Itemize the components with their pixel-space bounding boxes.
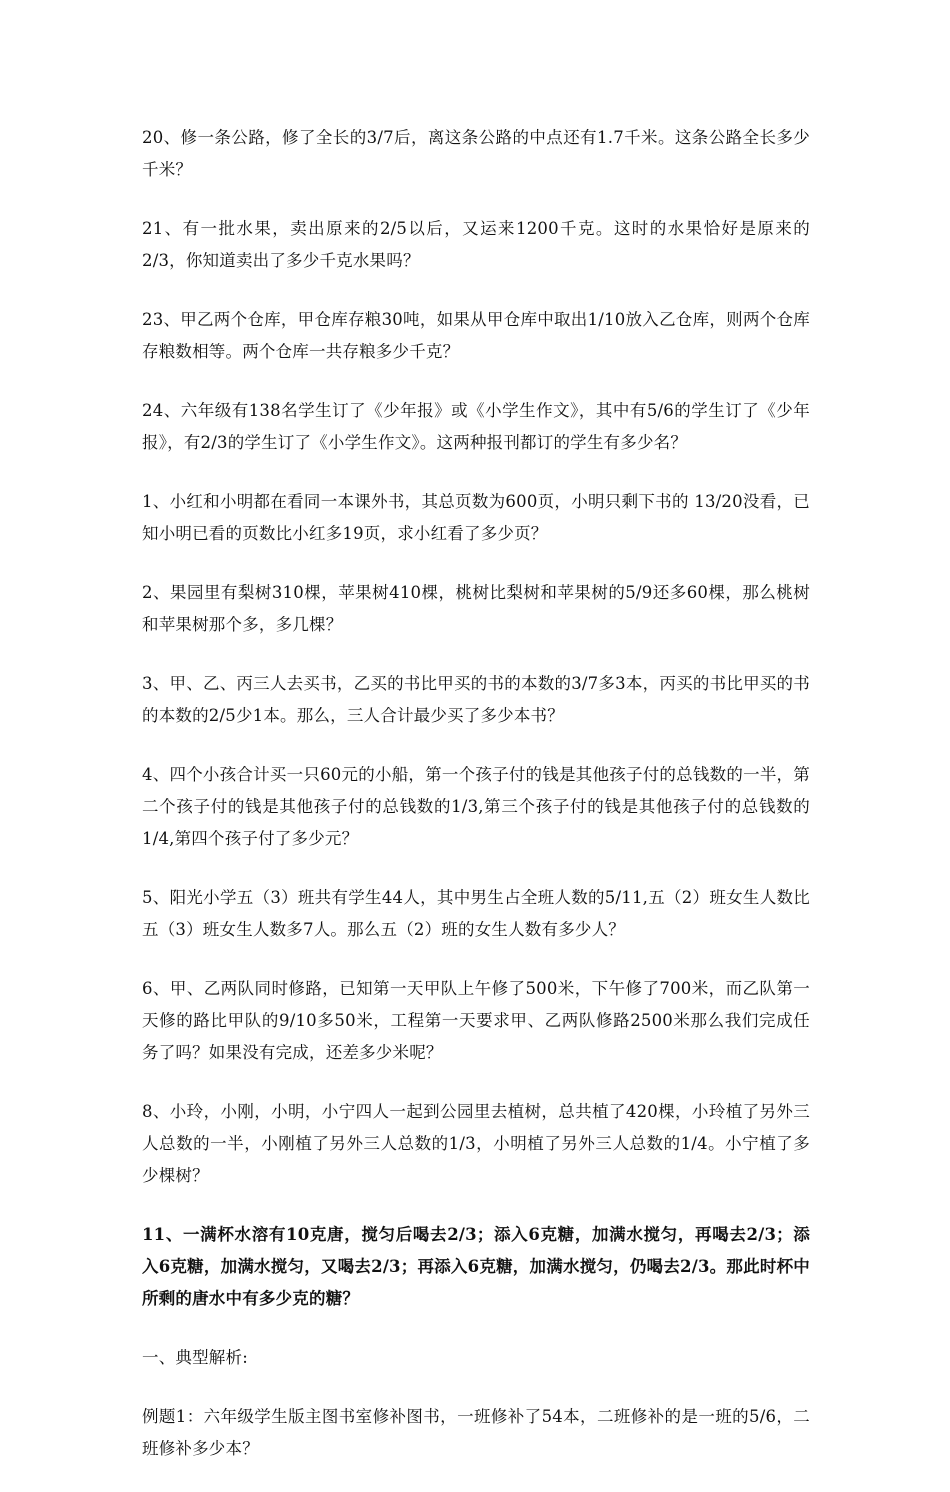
example-1: 例题1：六年级学生版主图书室修补图书，一班修补了54本，二班修补的是一班的5/6，二班修补多少本？ [142,1407,810,1458]
problem-23: 23、甲乙两个仓库，甲仓库存粮30吨，如果从甲仓库中取出1/10放入乙仓库，则两个仓库存粮数相等。两个仓库一共存粮多少千克？ [142,310,810,361]
problem-24: 24、六年级有138名学生订了《少年报》或《小学生作文》，其中有5/6的学生订了《少年报》，有2/3的学生订了《小学生作文》。这两种报刊都订的学生有多少名？ [142,401,810,452]
problem-2: 2、果园里有梨树310棵，苹果树410棵，桃树比梨树和苹果树的5/9还多60棵，那么桃树和苹果树那个多，多几棵？ [142,583,810,634]
problem-4: 4、四个小孩合计买一只60元的小船，第一个孩子付的钱是其他孩子付的总钱数的一半，第二个孩子付的钱是其他孩子付的总钱数的1/3,第三个孩子付的钱是其他孩子付的总钱数的1/4,第四个孩子付了多少元？ [142,765,810,848]
document-body [142,122,810,1492]
problem-20: 20、修一条公路，修了全长的3/7后，离这条公路的中点还有1.7千米。这条公路全长多少千米？ [142,128,810,179]
problem-11: 11、一满杯水溶有10克唐，搅匀后喝去2/3；添入6克糖，加满水搅匀，再喝去2/3；添入6克糖，加满水搅匀，又喝去2/3；再添入6克糖，加满水搅匀，仍喝去2/3。那此时杯中所剩的唐水中有多少克的糖？ [142,1225,810,1308]
problem-21: 21、有一批水果，卖出原来的2/5以后，又运来1200千克。这时的水果恰好是原来的2/3，你知道卖出了多少千克水果吗？ [142,219,810,270]
problem-8: 8、小玲，小刚，小明，小宁四人一起到公园里去植树，总共植了420棵，小玲植了另外三人总数的一半，小刚植了另外三人总数的1/3，小明植了另外三人总数的1/4。小宁植了多少棵树？ [142,1102,810,1185]
problem-5: 5、阳光小学五（3）班共有学生44人，其中男生占全班人数的5/11,五（2）班女生人数比五（3）班女生人数多7人。那么五（2）班的女生人数有多少人？ [142,888,810,939]
problem-1: 1、小红和小明都在看同一本课外书，其总页数为600页，小明只剩下书的 13/20没看，已知小明已看的页数比小红多19页，求小红看了多少页？ [142,492,810,543]
problem-6: 6、甲、乙两队同时修路，已知第一天甲队上午修了500米，下午修了700米，而乙队第一天修的路比甲队的9/10多50米，工程第一天要求甲、乙两队修路2500米那么我们完成任务了吗？如果没有完成，还差多少米呢？ [142,979,810,1062]
problem-3: 3、甲、乙、丙三人去买书，乙买的书比甲买的书的本数的3/7多3本，丙买的书比甲买的书的本数的2/5少1本。那么，三人合计最少买了多少本书？ [142,674,810,725]
section-heading: 一、典型解析: [142,1348,248,1367]
